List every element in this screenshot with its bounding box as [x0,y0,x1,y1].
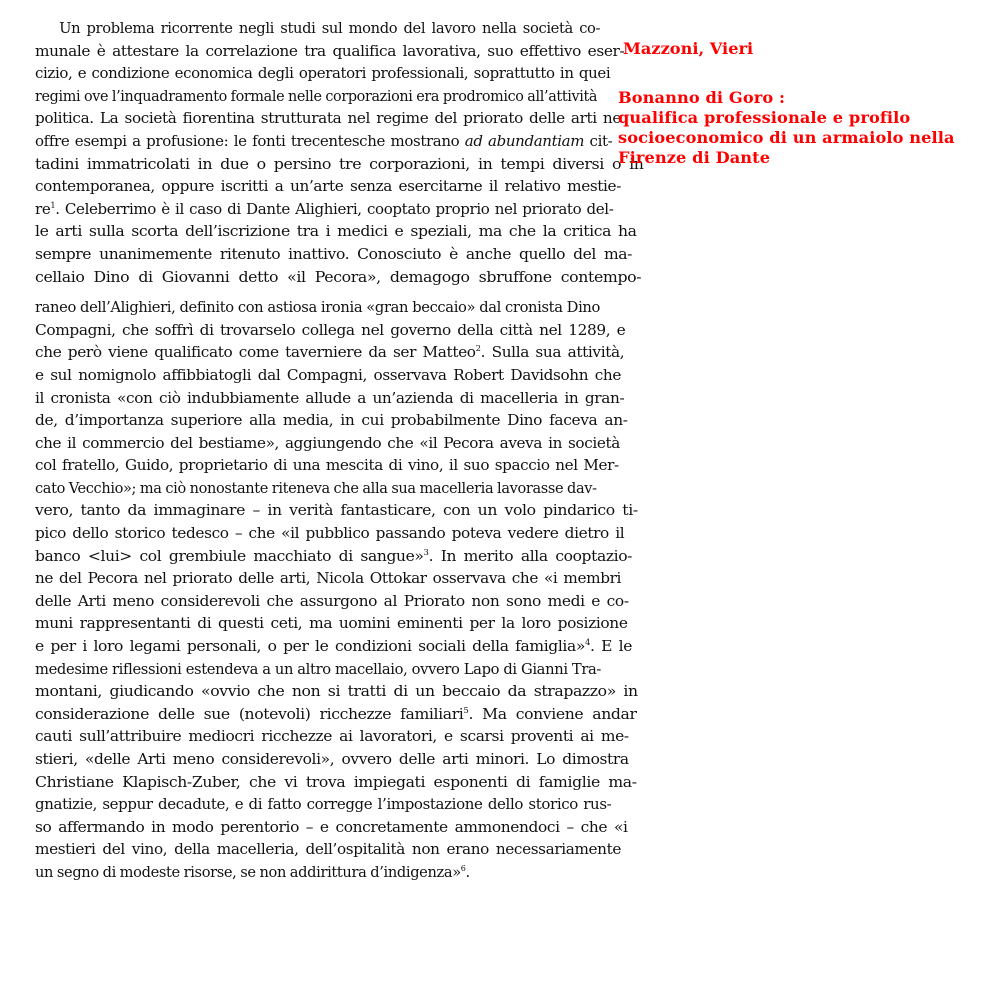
text-line [35,131,612,154]
text-line: munale è attestare la correlazione tra qualifica lavorativa, suo effettivo eser- [35,42,625,60]
text-line [35,704,637,727]
title-line: qualifica professionale e profilo [618,108,911,127]
text-line: Un problema ricorrente negli studi sul mondo del lavoro nella società co- [59,20,601,37]
text-line: so affermando in modo perentorio – e concretamente ammonendoci – che «i [35,818,628,836]
text-line: delle Arti meno considerevoli che assurgono al Priorato non sono medi e co- [35,592,629,610]
text-line: Compagni, che soffrì di trovarselo collega nel governo della città nel 1289, e [35,321,626,339]
text-line: cizio, e condizione economica degli operatori professionali, soprattutto in quei [35,65,611,83]
footnote-ref-2[interactable]: 2 [475,344,481,354]
text-line: contemporanea, oppure iscritti a un’arte senza esercitarne il relativo mestie- [35,178,621,196]
text-line: vero, tanto da immaginare – in verità fantasticare, con un volo pindarico ti- [35,502,638,520]
text-segment: un segno di modeste risorse, se non addirittura d’indigenza» [35,863,461,881]
text-line [35,862,597,885]
text-segment: re [35,200,51,218]
document-title [618,88,988,168]
text-line: che il commercio del bestiame», aggiungendo che «il Pecora aveva in società [35,434,620,452]
text-line: il cronista «con ciò indubbiamente allude a un’azienda di macelleria in gran- [35,389,625,407]
text-line: ne del Pecora nel priorato delle arti, Nicola Ottokar osservava che «i membri [35,570,621,588]
text-segment: banco <lui> col grembiule macchiato di sangue» [35,547,424,565]
text-line: pico dello storico tedesco – che «il pubblico passando poteva vedere dietro il [35,525,625,543]
text-line: cato Vecchio»; ma ciò nonostante riteneva che alla sua macelleria lavorasse dav- [35,479,597,497]
text-segment: cit- [584,132,613,150]
text-segment: . Ma conviene andar [468,705,637,723]
text-segment: e per i loro legami personali, o per le condizioni sociali della famiglia» [35,638,585,656]
text-segment: . E le [590,638,633,656]
author-name: Mazzoni, Vieri [623,39,754,58]
title-line: Firenze di Dante [618,148,771,167]
body-text [35,18,644,885]
text-line: gnatizie, seppur decadute, e di fatto corregge l’impostazione dello storico rus- [35,796,612,814]
text-line [35,546,632,569]
footnote-ref-6[interactable]: 6 [460,863,466,873]
footnote-ref-1[interactable]: 1 [50,200,56,210]
text-segment: considerazione delle sue (notevoli) ricchezze familiari [35,705,464,723]
text-line: stieri, «delle Arti meno considerevoli», ovvero delle arti minori. Lo dimostra [35,751,629,768]
footnote-ref-3[interactable]: 3 [423,547,429,557]
text-line: de, d’importanza superiore alla media, in cui probabilmente Dino faceva an- [35,412,628,430]
footnote-ref-4[interactable]: 4 [584,638,591,648]
text-line: montani, giudicando «ovvio che non si tratti di un beccaio da strapazzo» in [35,683,638,701]
text-segment: offre esempi a profusione: le fonti trecentesche mostrano [35,132,465,150]
text-line [35,199,613,222]
text-line: sempre unanimemente ritenuto inattivo. Conosciuto è anche quello del ma- [35,245,633,263]
text-line: tadini immatricolati in due o persino tre corporazioni, in tempi diversi o in [35,155,644,173]
text-line [35,342,624,365]
text-line: cauti sull’attribuire mediocri ricchezze ai lavoratori, e scarsi proventi ai me- [35,728,629,746]
text-segment: . Celeberrimo è il caso di Dante Alighieri, cooptato proprio nel priorato del- [55,200,614,218]
document-metadata [618,36,988,168]
text-segment: . Sulla sua attività, [480,344,625,362]
text-line: mestieri del vino, della macelleria, dell’ospitalità non erano necessariamente [35,841,621,859]
text-line: raneo dell’Alighieri, definito con astiosa ironia «gran beccaio» dal cronista Dino [35,299,601,317]
text-segment: . In merito alla cooptazio- [428,547,633,565]
text-line: regimi ove l’inquadramento formale nelle corporazioni era prodromico all’attività [35,87,598,105]
text-line [35,636,632,659]
text-line: e sul nomignolo affibbiatogli dal Compagni, osservava Robert Davidsohn che [35,366,621,384]
footnote-ref-5[interactable]: 5 [463,705,469,715]
title-line: Bonanno di Goro : [618,88,786,107]
text-line: le arti sulla scorta dell’iscrizione tra i medici e speziali, ma che la critica ha [35,223,637,241]
text-line: Christiane Klapisch-Zuber, che vi trova impiegati esponenti di famiglie ma- [35,773,637,791]
text-line: medesime riflessioni estendeva a un altro macellaio, ovvero Lapo di Gianni Tra- [35,660,602,678]
text-line: muni rappresentanti di questi ceti, ma uomini eminenti per la loro posizione [35,615,628,633]
title-line: socioeconomico di un armaiolo nella [618,128,955,147]
text-line: col fratello, Guido, proprietario di una mescita di vino, il suo spaccio nel Mer- [35,457,619,475]
text-segment: che però viene qualificato come taverniere da ser Matteo [35,344,476,362]
text-segment: . [465,863,470,881]
text-line: politica. La società fiorentina strutturata nel regime del priorato delle arti ne [35,110,621,128]
italic-phrase: ad abundantiam [464,132,585,150]
text-line: cellaio Dino di Giovanni detto «il Pecora», demagogo sbruffone contempo- [35,268,642,286]
